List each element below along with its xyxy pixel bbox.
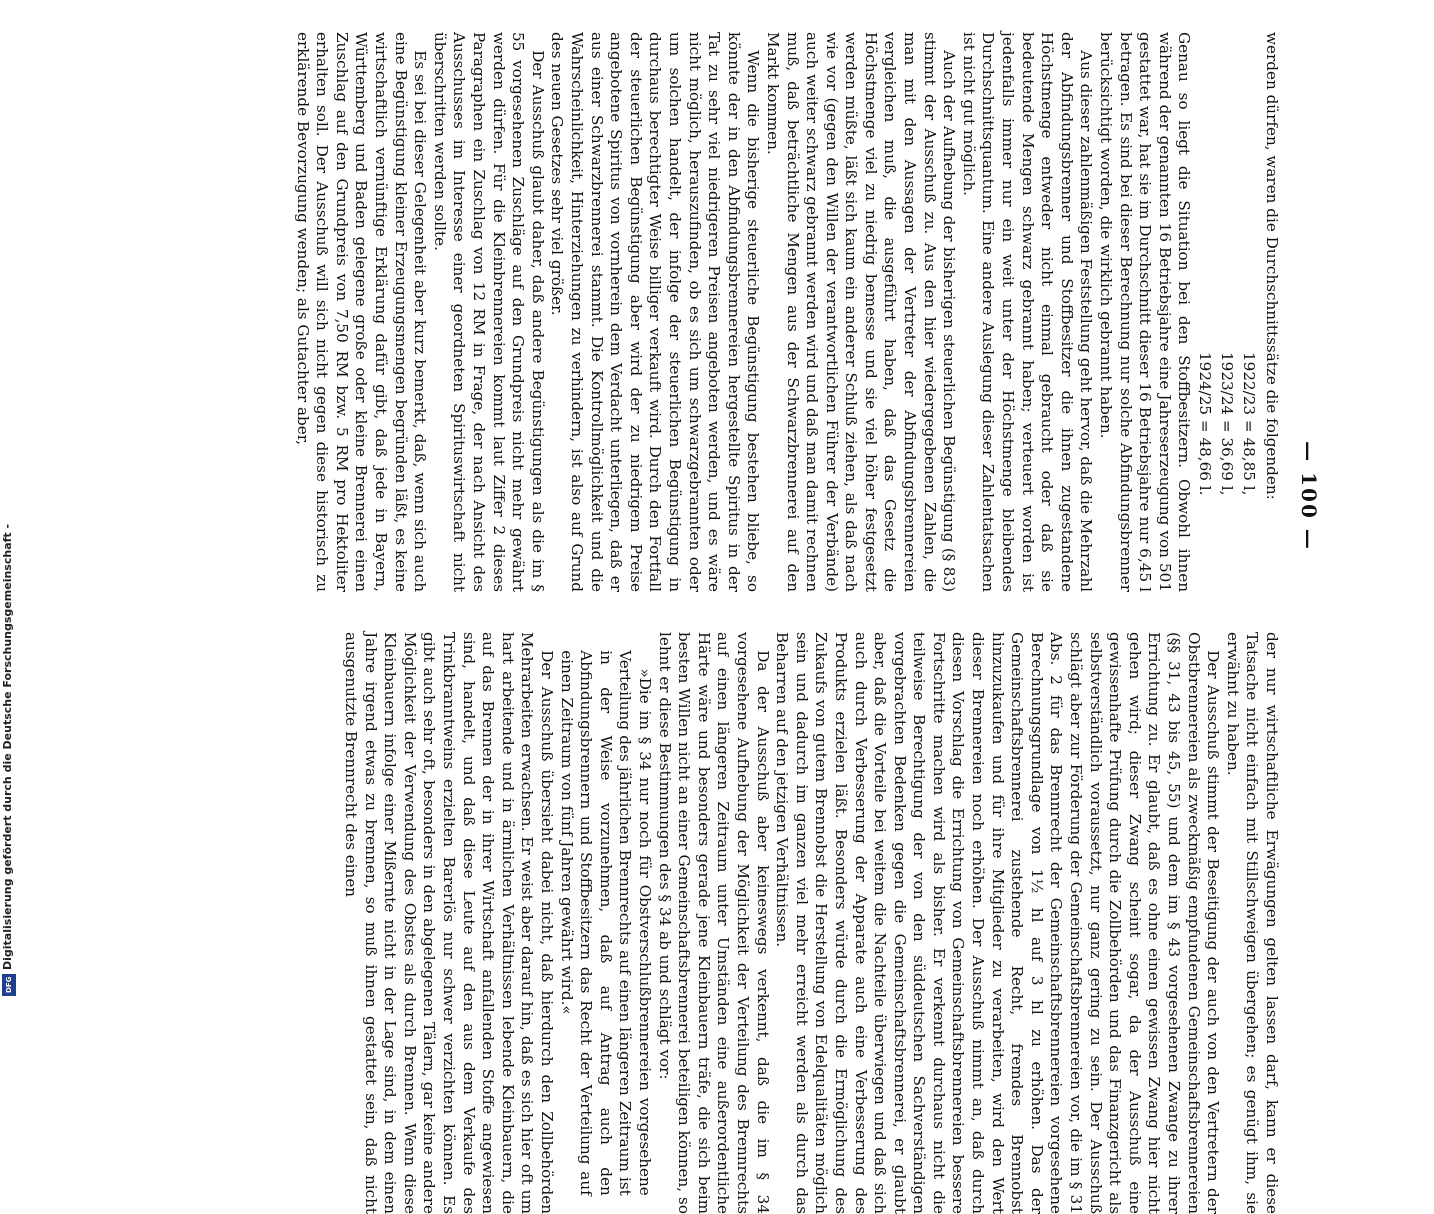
average-rates-formula [1195,32,1259,592]
right-column [341,632,1282,1214]
paragraph: werden dürfen, waren die Durchschnittssätze die folgenden: [1263,32,1281,500]
digitization-credit: Digitalisierung gefördert durch die Deutsche Forschungsgemeinschaft - [1,523,14,970]
paragraph: der nur wirtschaftliche Erwägungen gelten lassen darf, kann er diese Tatsache nicht einfach mit Stillschweigen übergehen; es genügt ihm, sie erwähnt zu haben. [1223,632,1281,1214]
formula-line: 1922/23 = 48,85 l, [1240,352,1259,496]
paragraph: Der Ausschuß glaubt daher, daß andere Begünstigungen als die im § 55 vorgesehenen Zuschläge auf den Grundpreis nicht mehr gewährt werden dürfen. Für die Kleinbrennereien kommt laut Ziffer 2 dieses Paragraphen ein Zuschlag von 12 RM in Frage, der nach Ansicht des Ausschusses im Interesse einer geordneten Spirituswirtschaft nicht überschritten werden sollte. [430,32,547,592]
left-column [292,32,1281,592]
paragraph: Da der Ausschuß aber keineswegs verkennt, daß die im § 34 vorgesehene Aufhebung der Möglichkeit der Verteilung des Brennrechts auf einen längeren Zeitraum unter Umständen eine außerordentliche Härte wäre und besonders gerade jene Kleinbauern träfe, die sich beim besten Willen nicht an einer Gemeinschaftsbrennerei beteiligen können, so lehnt er diese Bestimmungen des § 34 ab und schlägt vor: [655,632,772,1214]
digitization-sidebar [0,0,18,1000]
scanned-page [139,32,1321,1214]
page-number: — 100 — [1297,441,1321,551]
dfg-logo: DFG [2,974,16,996]
paragraph: Auch der Aufhebung der bisherigen steuerlichen Begünstigung (§ 83) stimmt der Ausschuß zu. Aus den hier wiedergegebenen Zahlen, die man mit den Aussagen der Vertreter der Abfindungsbrennereien vergleichen muß, die ausgeführt haben, daß das Gesetz die Höchstmenge viel zu niedrig bemesse und sie viel höher festgesetzt werden müßte, läßt sich kaum ein anderer Schluß ziehen, als daß nach wie vor (gegen den Willen der verantwortlichen Führer der Verbände) auch weiter schwarz gebrannt werden wird und daß man damit rechnen muß, daß beträchtliche Mengen aus der Schwarzbrennerei auf den Markt kommen. [763,32,959,592]
paragraph: Aus dieser zahlenmäßigen Feststellung geht hervor, daß die Mehrzahl der Abfindungsbrenner und Stoffbesitzer die ihnen zugestandene Höchstmenge entweder nicht einmal gebraucht oder daß sie bedeutende Mengen schwarz gebrannt haben; verteuert worden ist jedenfalls immer nur ein weit unter der Höchstmenge bleibendes Durchschnittsquantum. Eine andere Auslegung dieser Zahlentatsachen ist nicht gut möglich. [959,32,1096,592]
quoted-proposal: »Die im § 34 nur noch für Obstverschlußbrennereien vorgesehene Verteilung des jährlichen Brennrechts auf einen längeren Zeitraum ist in der Weise vorzunehmen, daß auf Antrag auch den Abfindungsbrennern und Stoffbesitzern das Recht der Verteilung auf einen Zeitraum von fünf Jahren gewährt wird.« [557,650,654,1196]
paragraph: Der Ausschuß übersieht dabei nicht, daß hierdurch den Zollbehörden Mehrarbeiten erwachsen. Er weist aber darauf hin, daß es sich hier oft um hart arbeitende und in ärmlichen Verhältnissen lebende Kleinbauern, die auf das Brennen der in ihrer Wirtschaft anfallenden Stoffe angewiesen sind, handelt, und daß diese Leute auf den aus dem Verkaufe des Trinkbranntweins erzielten Barerlös nur schwer verzichten können. Es gibt auch sehr oft, besonders in den abgelegenen Tälern, gar keine andere Möglichkeit der Verwendung des Obstes als durch Brennen. Wenn diese Kleinbauern infolge einer Mißernte nicht in der Lage sind, in dem einen Jahre irgend etwas zu brennen, so muß ihnen gestattet sein, daß nicht ausgenutzte Brennrecht des einen [342,632,557,1214]
paragraph: Es sei bei dieser Gelegenheit aber kurz bemerkt, daß, wenn sich auch eine Begünstigung kleiner Erzeugungsmengen begründen läßt, es keine wirtschaftlich vernünftige Erklärung dafür gibt, daß jede in Bayern, Württemberg und Baden gelegene große oder kleine Brennerei einen Zuschlag auf den Grundpreis von 7,50 RM bzw. 5 RM pro Hektoliter erhalten soll. Der Ausschuß will sich nicht gegen diese historisch zu erklärende Bevorzugung wenden; als Gutachter aber, [293,32,430,592]
paragraph: Wenn die bisherige steuerliche Begünstigung bestehen bliebe, so könnte der in den Abfindungsbrennereien hergestellte Spiritus in der Tat zu sehr viel niedrigeren Preisen angeboten werden, und es wäre nicht möglich, herauszufinden, ob es sich um schwarzgebrannten oder um solchen handelt, der infolge der steuerlichen Begünstigung in durchaus berechtigter Weise billiger verkauft wird. Durch den Fortfall der steuerlichen Begünstigung aber wird der zu niedrigem Preise angebotene Spiritus von vornherein dem Verdacht unterliegen, daß er aus einer Schwarzbrennerei stammt. Die Kontrollmöglichkeit und die Wahrscheinlichkeit, Hinterziehungen zu verhindern, ist also auf Grund des neuen Gesetzes sehr viel größer. [548,32,763,592]
formula-line: 1923/24 = 36,69 l, [1218,352,1237,496]
paragraph: Genau so liegt die Situation bei den Stoffbesitzern. Obwohl ihnen während der genannten 16 Betriebsjahre eine Jahreserzeugung von 501 gestattet war, hat sie im Durchschnitt dieser 16 Betriebsjahre nur 6,45 l betragen. Es sind bei dieser Berechnung nur solche Abfindungsbrenner berücksichtigt worden, die wirklich gebrannt haben. [1097,32,1194,592]
paragraph: Der Ausschuß stimmt der Beseitigung der auch von den Vertretern der Obstbrennereien als zweckmäßig empfundenen Gemeinschaftsbrennereien (§§ 31, 43 bis 45, 55) und dem im § 43 vorgesehenen Zwange zu ihrer Errichtung zu. Er glaubt, daß es ohne einen gewissen Zwang hier nicht gehen wird; dieser Zwang scheint sogar, da der Ausschuß eine gewissenhafte Prüfung durch die Zollbehörden und das Finanzgericht als selbstverständlich voraussetzt, nur ganz gering zu sein. Der Ausschuß schlägt aber zur Förderung der Gemeinschaftsbrennereien vor, die im § 31 Abs. 2 für das Brennrecht der Gemeinschaftsbrennereien vorgesehene Berechnungsgrundlage von 1½ hl auf 3 hl zu erhöhen. Das der Gemeinschaftsbrennerei zustehende Recht, fremdes Brennobst hinzuzukaufen und für ihre Mitglieder zu verarbeiten, wird den Wert dieser Brennereien noch erhöhen. Der Ausschuß nimmt an, daß durch diesen Vorschlag die Errichtung von Gemeinschaftsbrennereien bessere Fortschritte machen wird als bisher. Er verkennt durchaus nicht die teilweise Berechtigung der von den süddeutschen Sachverständigen vorgebrachten Bedenken gegen die Gemeinschaftsbrennerei, er glaubt aber, daß die Vorteile bei weitem die Nachteile überwiegen und daß sich auch durch Verbesserung der Apparate auch eine Verbesserung des Produkts erzielen läßt. Besonders würde durch die Ermöglichung des Zukaufs von gutem Brennobst die Herstellung von Edelqualitäten möglich sein und dadurch im ganzen viel mehr erreicht werden als durch das Beharren auf den jetzigen Verhältnissen. [773,632,1223,1214]
formula-line: 1924/25 = 48,66 l. [1196,352,1215,496]
